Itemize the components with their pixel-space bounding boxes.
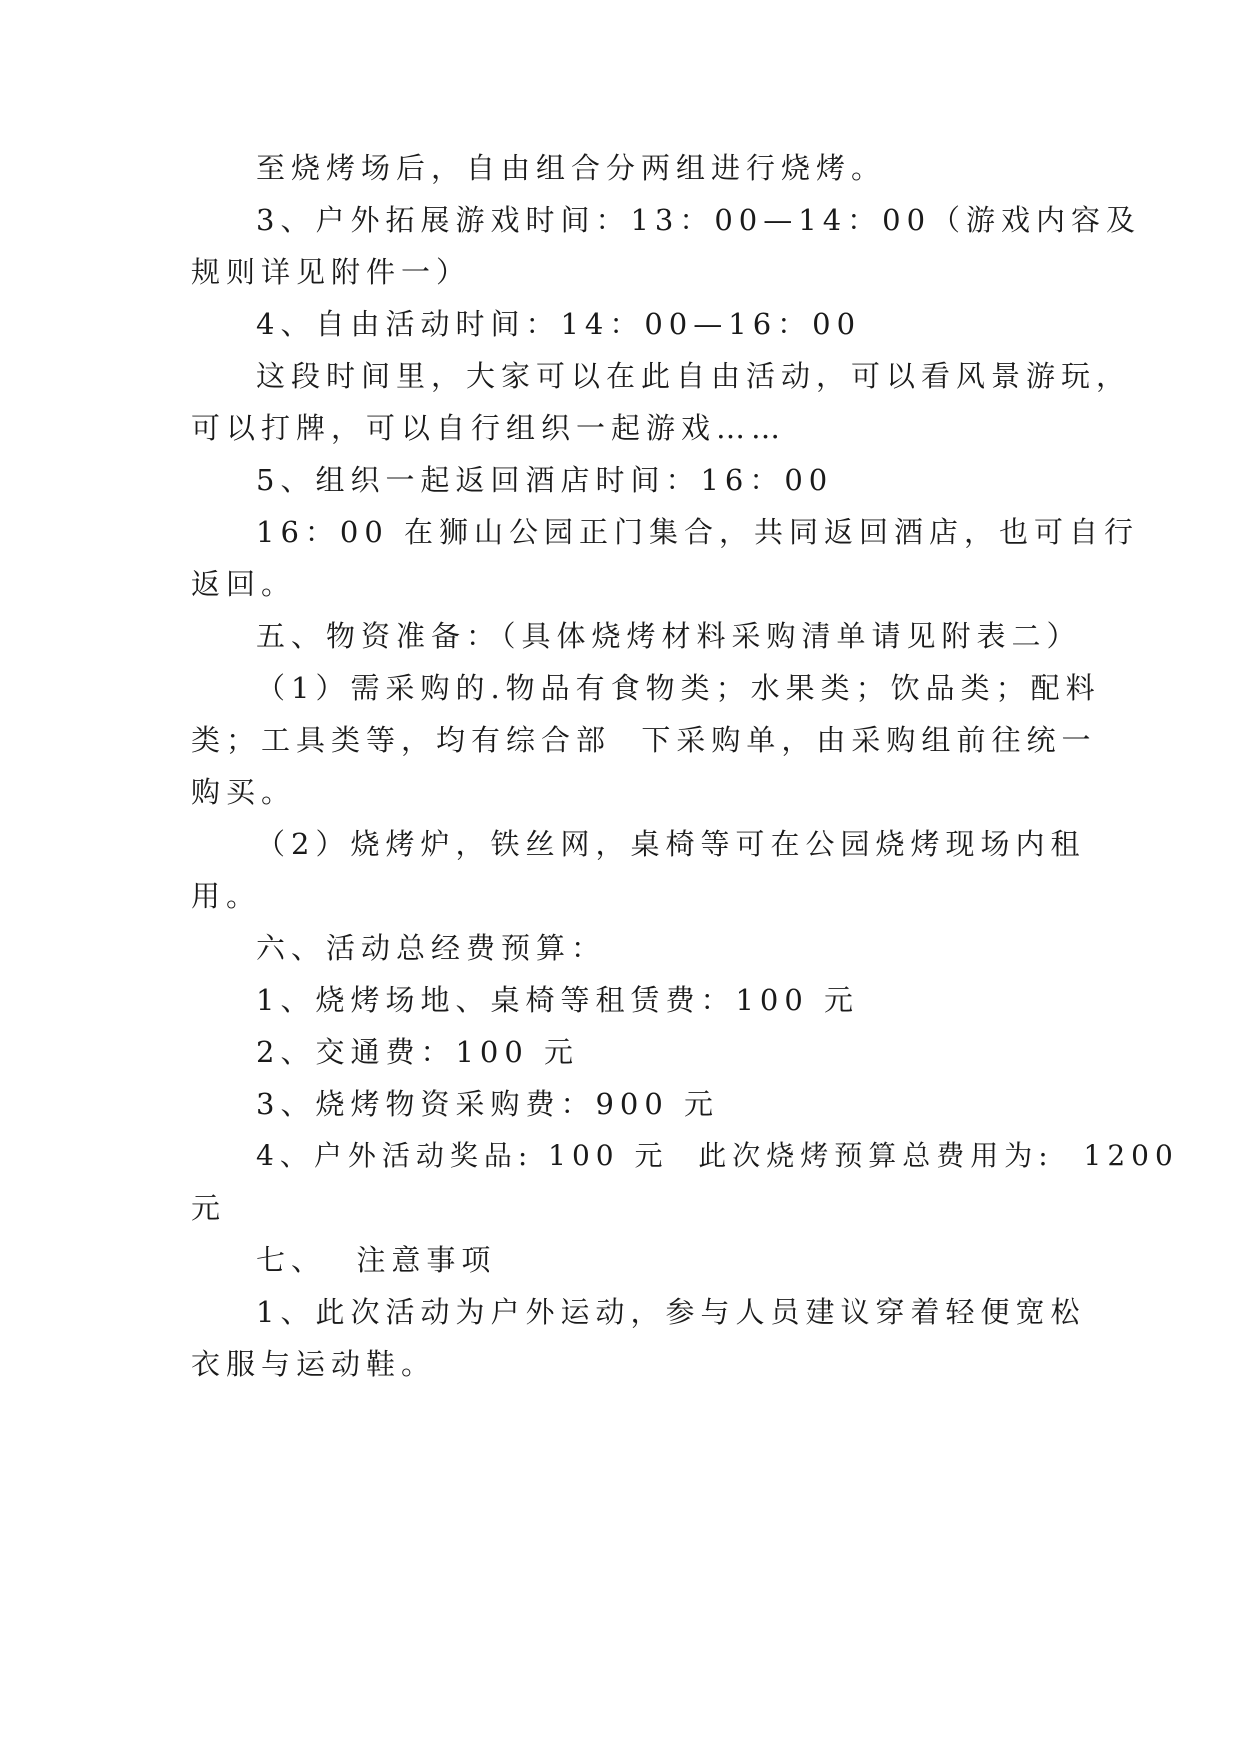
budget-item: 3、烧烤物资采购费：900 元 [256,1087,720,1121]
text-line: 衣服与运动鞋。 [191,1347,437,1381]
text-line: 用。 [191,879,262,913]
text-line: （2）烧烤炉，铁丝网，桌椅等可在公园烧烤现场内租 [256,827,1086,861]
text-line: 3、户外拓展游戏时间：13：00—14：00（游戏内容及 [256,203,1142,237]
text-line: 5、组织一起返回酒店时间：16：00 [256,463,834,497]
text-line: 返回。 [191,567,297,601]
text-line: 1、此次活动为户外运动，参与人员建议穿着轻便宽松 [256,1295,1086,1329]
section-heading: 六、活动总经费预算： [256,931,607,965]
budget-item: 1、烧烤场地、桌椅等租赁费：100 元 [256,983,860,1017]
text-line: 至烧烤场后，自由组合分两组进行烧烤。 [256,151,887,185]
text-line: 类；工具类等，均有综合部 下采购单，由采购组前往统一 [191,723,1097,757]
text-line: 元 [191,1191,227,1225]
text-line: 可以打牌，可以自行组织一起游戏…… [191,411,787,445]
text-line: 这段时间里，大家可以在此自由活动，可以看风景游玩， [256,359,1132,393]
text-line: 购买。 [191,775,297,809]
budget-item: 4、户外活动奖品: 100 元 此次烧烤预算总费用为: 1200 [256,1139,1179,1172]
budget-item: 2、交通费：100 元 [256,1035,580,1069]
text-line: 4、自由活动时间：14：00—16：00 [256,307,862,341]
text-line: 16：00 在狮山公园正门集合，共同返回酒店，也可自行 [256,515,1140,549]
text-line: 规则详见附件一） [191,255,472,289]
section-heading: 五、物资准备：（具体烧烤材料采购清单请见附表二） [256,619,1082,653]
section-heading: 七、 注意事项 [256,1243,497,1277]
text-line: （1）需采购的.物品有食物类；水果类；饮品类；配料 [256,671,1101,705]
